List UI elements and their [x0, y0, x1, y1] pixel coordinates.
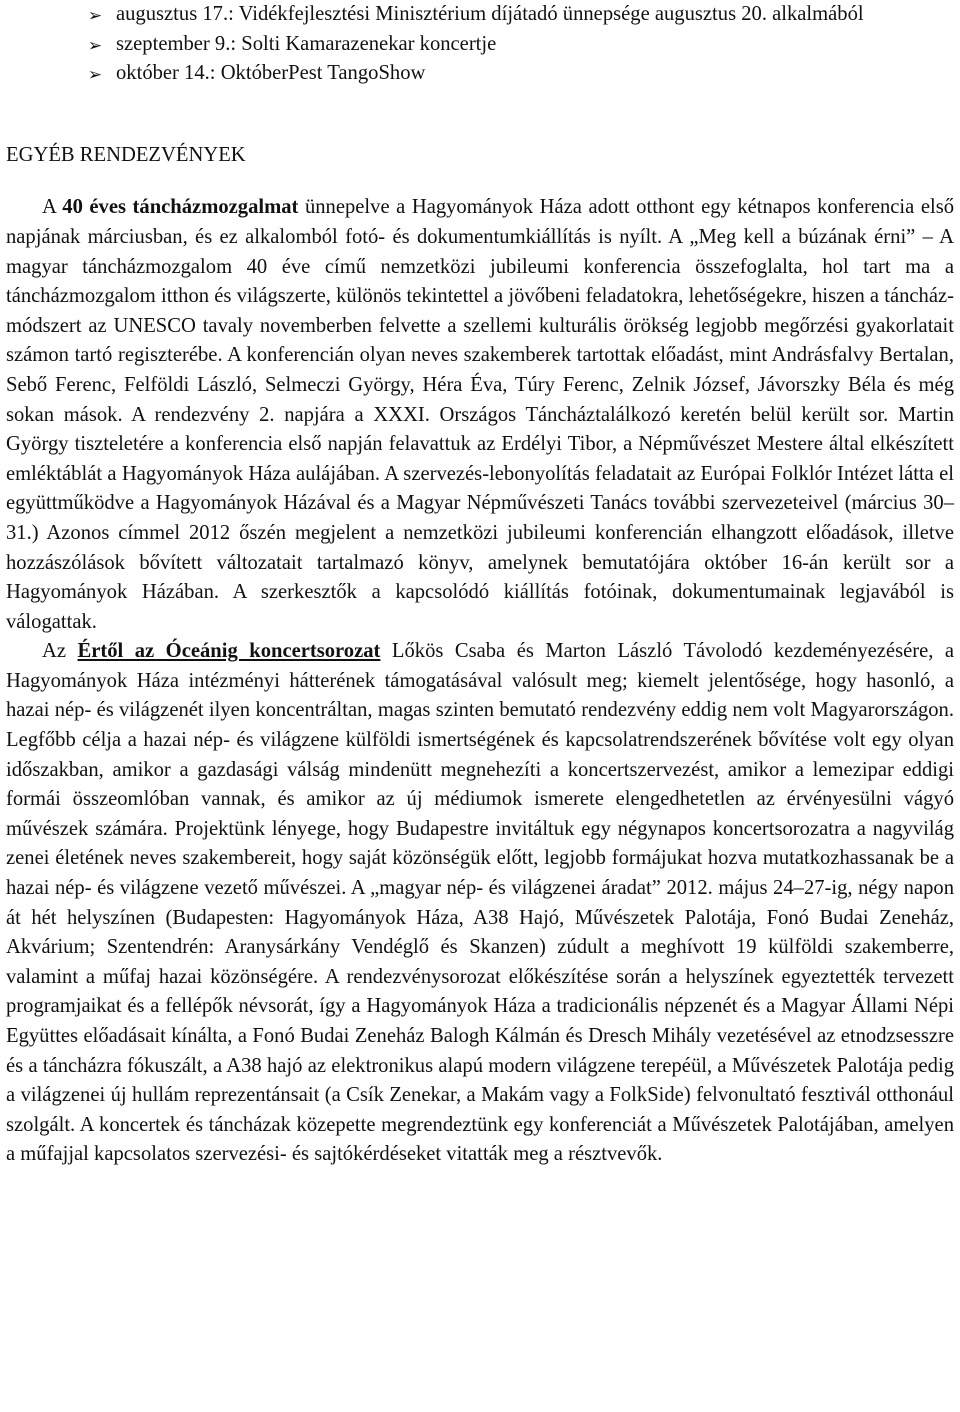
event-date: szeptember 9.: — [116, 32, 237, 55]
para1-start: A — [42, 196, 63, 219]
para1-bold-phrase: 40 éves táncházmozgalmat — [62, 196, 299, 219]
para2-body: Lőkös Csaba és Marton László Távolodó kezdeményezésére, a Hagyományok Háza intézményi hátterének támogatásával valósult meg; kiemelt jelentősége, hogy hasonló, a hazai nép- és világzenét ilyen koncentráltan, magas szinten bemutató rendezvény eddig nem volt Magyarországon. Legfőbb célja a hazai nép- és világzene külföldi ismertségének és kapcsolatrendszerének bővítése volt egy olyan időszakban, amikor a gazdasági válság mindenütt megnehezíti a koncertszervezést, amikor a lemezipar eddigi formái összeomlóban vannak, és amikor az új médiumok ismerete elengedhetetlen az érvényesülni vágyó művészek számára. Projektünk lényege, hogy Budapestre invitáltuk egy négynapos koncertsorozatra a nagyvilág zenei életének neves szakembereit, hogy saját közönségük előtt, legjobb formájukat hozva mutatkozhassanak be a hazai nép- és világzene vezető művészei. A „magyar nép- és világzenei áradat” 2012. május 24–27-ig, négy napon át hét helyszínen (Budapesten: Hagyományok Háza, A38 Hajó, Művészetek Palotája, Fonó Budai Zeneház, Akvárium; Szentendrén: Aranysárkány Vendéglő és Skanzen) zúdult a meghívott 19 külföldi szakemberre, valamint a műfaj hazai közönségére. A rendezvénysorozat előkészítése során a helyszínek egyeztették tervezett programjaikat és a fellépők névsorát, így a Hagyományok Háza a tradicionális népzenét és a Magyar Állami Népi Együttes előadásait kínálta, a Fonó Budai Zeneház Balogh Kálmán és Dresch Mihály vezetésével az etnodzsesszre és a táncházra fókuszált, a A38 hajó az elektronikus alapú modern világzene terepéül, a Művészetek Palotája pedig a világzenei új hullám reprezentánsait (a Csík Zenekar, a Makám vagy a FolkSide) felvonultató fesztivál otthonául szolgált. A koncertek és táncházak közepette megrendeztünk egy konferenciát a Művészetek Palotájában, amelyen a műfajjal kapcsolatos szervezési- és sajtókérdéseket vitatták meg a résztvevők. — [6, 640, 955, 1166]
arrow-bullet-icon: ➢ — [87, 65, 103, 85]
paragraph-concert-series — [6, 637, 954, 1170]
event-text: OktóberPest TangoShow — [220, 62, 426, 85]
arrow-bullet-icon: ➢ — [87, 6, 103, 25]
para2-bold-phrase: Értől az Óceánig koncertsorozat — [77, 640, 381, 663]
section-heading: EGYÉB RENDEZVÉNYEK — [6, 143, 246, 166]
event-list — [6, 0, 954, 89]
event-text: Solti Kamarazenekar koncertje — [241, 32, 497, 55]
event-item — [6, 30, 954, 60]
event-item — [6, 0, 954, 30]
para1-body: ünnepelve a Hagyományok Háza adott otthont egy kétnapos konferencia első napjának márciusban, és ez alkalomból fotó- és dokumentumkiállítás is nyílt. A „Meg kell a búzának érni” – A magyar táncházmozgalom 40 éve című nemzetközi jubileumi konferencia összefoglalta, hol tart ma a táncházmozgalom itthon és világszerte, különös tekintettel a jövőbeni feladatokra, lehetőségekre, hiszen a táncház-módszert az UNESCO tavaly novemberben felvette a szellemi kulturális örökség legjobb megőrzési gyakorlatait számon tartó regiszterébe. A konferencián olyan neves szakemberek tartottak előadást, mint Andrásfalvy Bertalan, Sebő Ferenc, Felföldi László, Selmeczi György, Héra Éva, Túry Ferenc, Zelnik József, Jávorszky Béla és még sokan mások. A rendezvény 2. napjára a XXXI. Országos Táncháztalálkozó keretén belül került sor. Martin György tiszteletére a konferencia első napján felavattuk az Erdélyi Tibor, a Népművészet Mestere által elkészített emléktáblát a Hagyományok Háza aulájában. A szervezés-lebonyolítás feladatait az Európai Folklór Intézet látta el együttműködve a Hagyományok Házával és a Magyar Népművészeti Tanács további szervezeteivel (március 30–31.) Azonos címmel 2012 őszén megjelent a nemzetközi jubileumi konferencián elhangzott előadások, illetve hozzászólások bővített változatait tartalmazó könyv, amelynek bemutatójára október 16-án került sor a Hagyományok Házában. A szerkesztők a kapcsolódó kiállítás fotóinak, dokumentumainak legjavából is válogattak. — [6, 196, 955, 633]
event-date: október 14.: — [116, 62, 216, 85]
para2-start: Az — [42, 640, 78, 663]
event-item — [6, 59, 954, 89]
paragraph-conference — [6, 193, 954, 637]
arrow-bullet-icon: ➢ — [87, 35, 103, 55]
event-date: augusztus 17.: — [116, 3, 234, 25]
document-page — [6, 0, 954, 1170]
event-text: Vidékfejlesztési Minisztérium díjátadó ünnepsége augusztus 20. alkalmából — [238, 3, 864, 25]
